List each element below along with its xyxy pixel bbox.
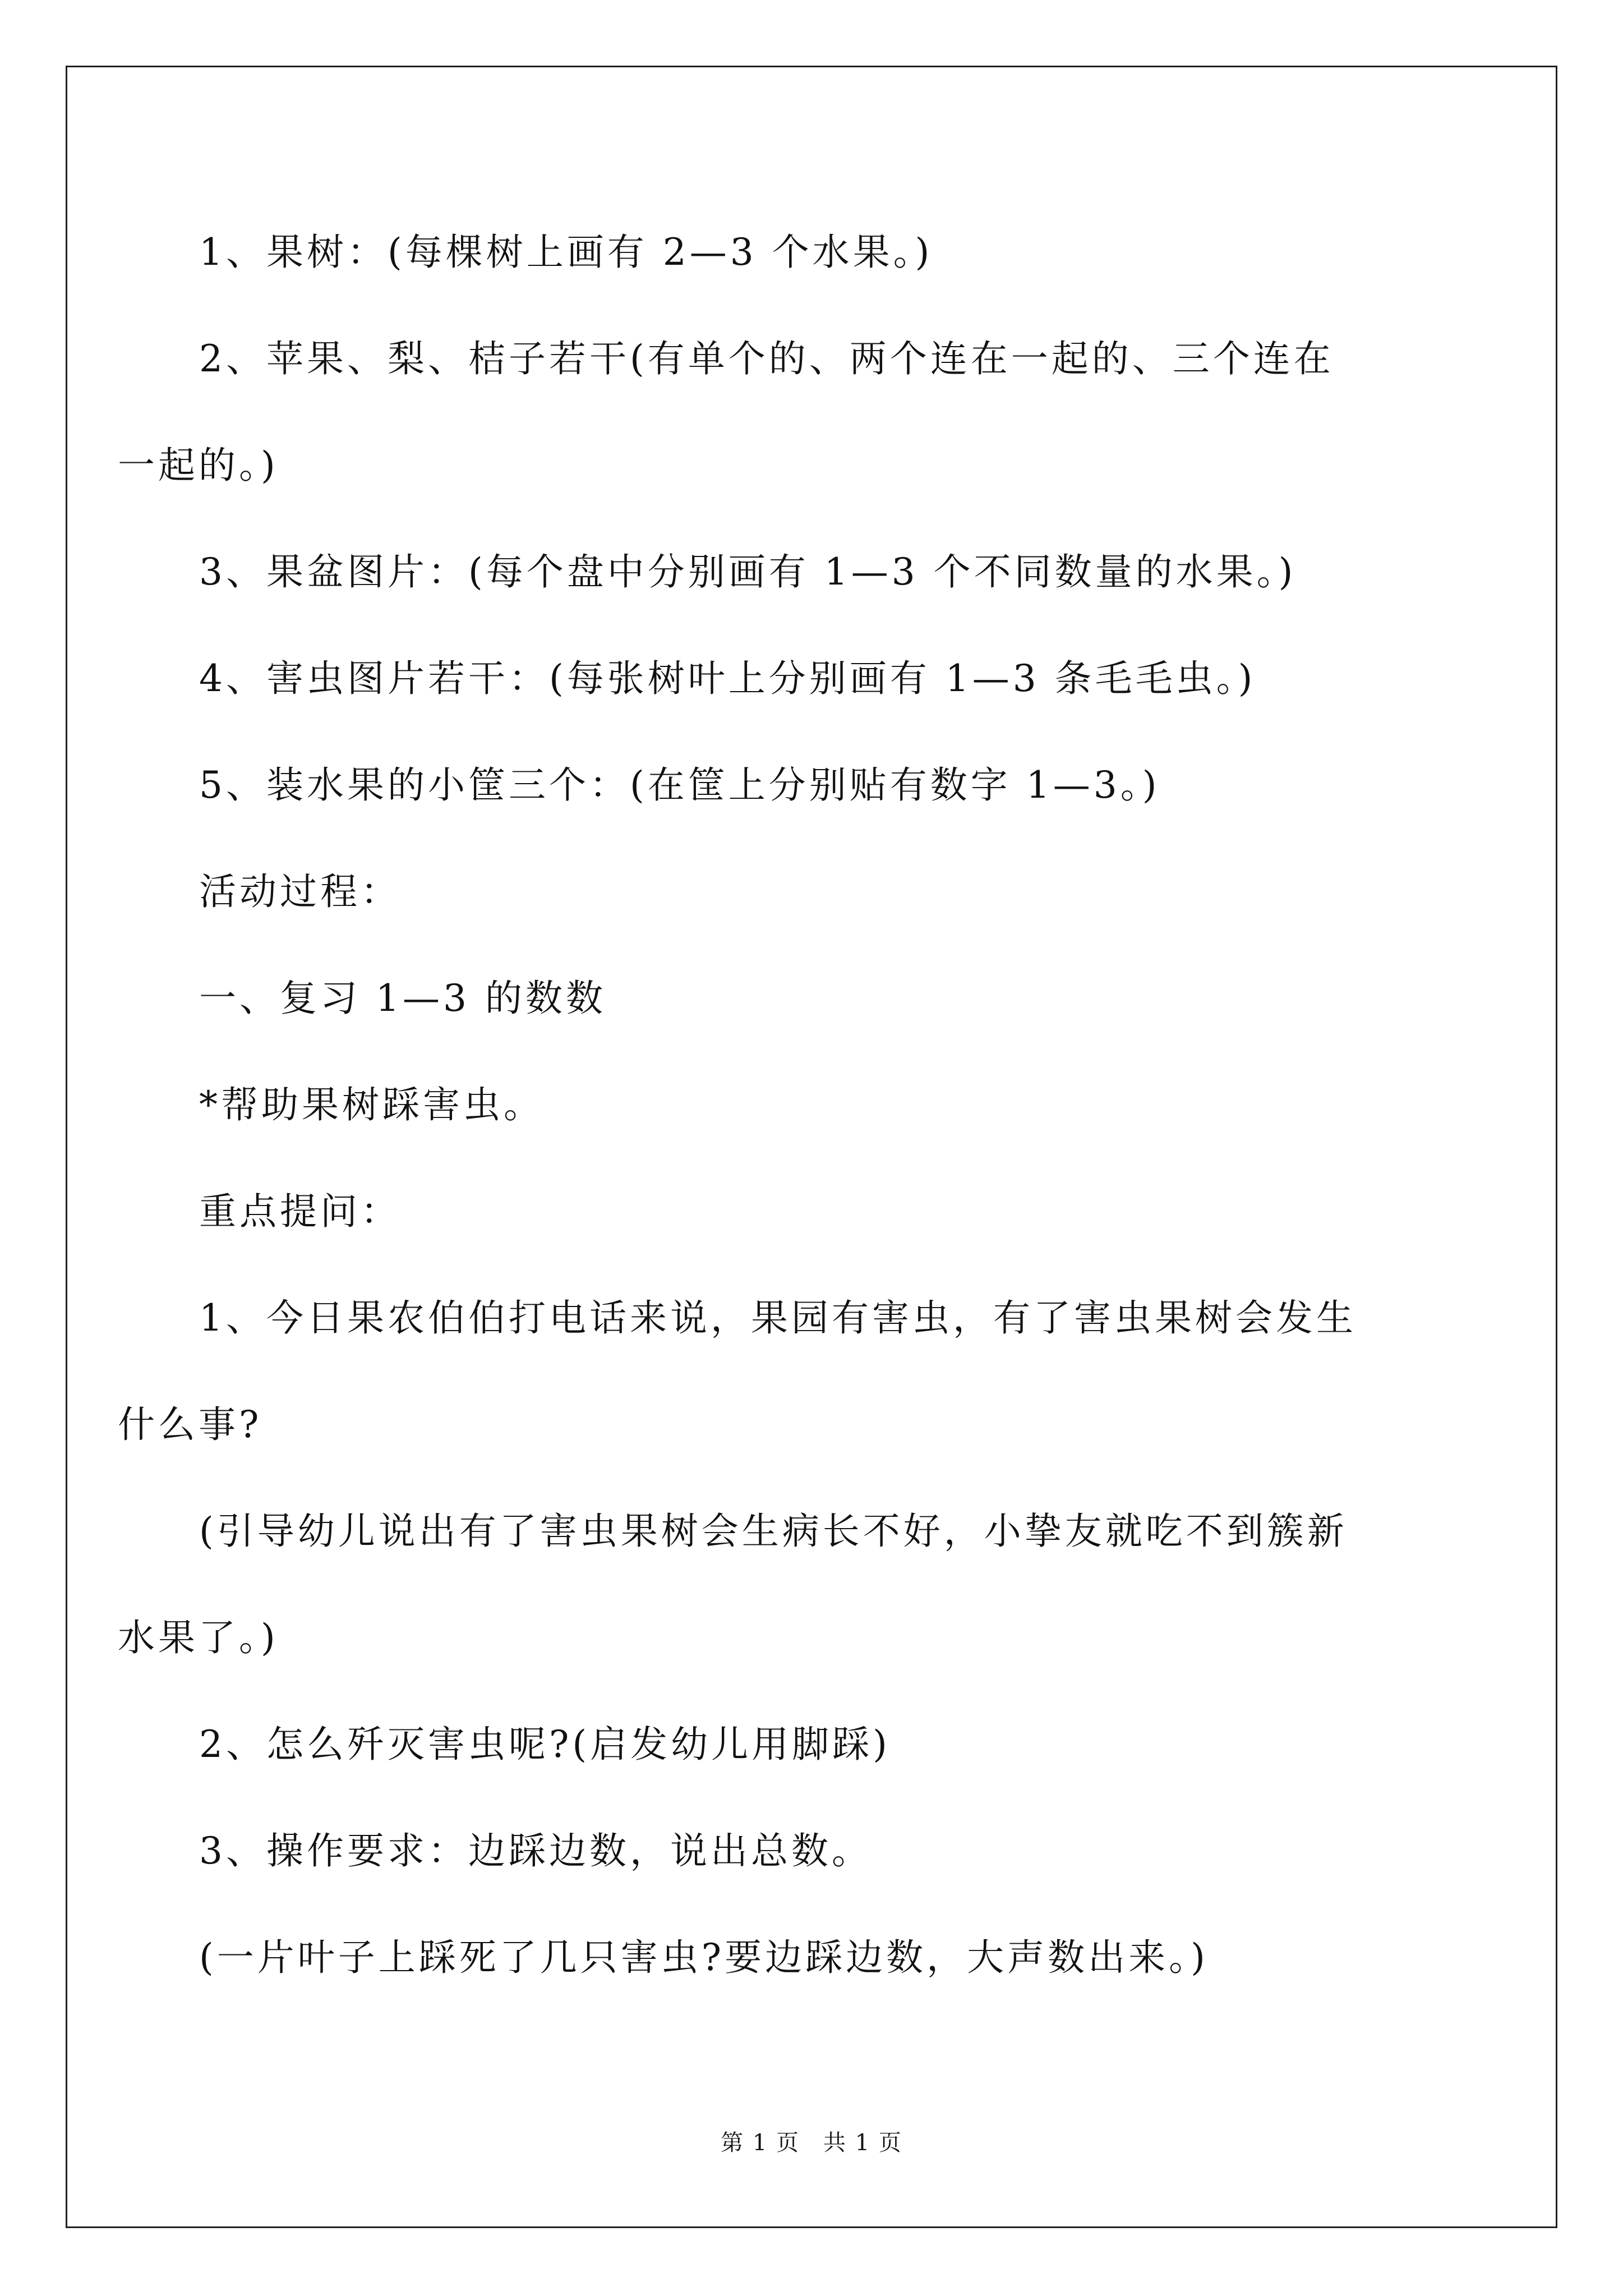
paragraph-line: (一片叶子上踩死了几只害虫?要边踩边数，大声数出来。) <box>199 1936 1209 1979</box>
section-heading: 重点提问： <box>199 1190 401 1233</box>
section-heading: 一、复习 1—3 的数数 <box>199 977 606 1020</box>
paragraph-line: 2、苹果、梨、桔子若干(有单个的、两个连在一起的、三个连在 <box>199 337 1334 380</box>
paragraph-line: 1、果树：(每棵树上画有 2—3 个水果。) <box>199 231 933 274</box>
paragraph-line-continuation: 水果了。) <box>118 1616 279 1659</box>
page-border <box>66 66 1557 2228</box>
paragraph-line: 2、怎么歼灭害虫呢?(启发幼儿用脚踩) <box>199 1723 891 1766</box>
paragraph-line: 3、果盆图片：(每个盘中分别画有 1—3 个不同数量的水果。) <box>199 550 1297 593</box>
paragraph-line: 5、装水果的小筐三个：(在筐上分别贴有数字 1—3。) <box>199 763 1160 807</box>
paragraph-line-continuation: 一起的。) <box>118 444 279 487</box>
paragraph-line: (引导幼儿说出有了害虫果树会生病长不好，小挚友就吃不到簇新 <box>199 1510 1348 1553</box>
section-heading: 活动过程： <box>199 870 401 913</box>
paragraph-line-continuation: 什么事? <box>118 1403 262 1446</box>
paragraph-line: 4、害虫图片若干：(每张树叶上分别画有 1—3 条毛毛虫。) <box>199 657 1256 700</box>
page-footer: 第 1 页 共 1 页 <box>721 2130 902 2156</box>
paragraph-line: 1、今日果农伯伯打电话来说，果园有害虫，有了害虫果树会发生 <box>199 1296 1357 1340</box>
paragraph-line: 3、操作要求：边踩边数，说出总数。 <box>199 1829 872 1872</box>
paragraph-line: *帮助果树踩害虫。 <box>199 1083 544 1126</box>
